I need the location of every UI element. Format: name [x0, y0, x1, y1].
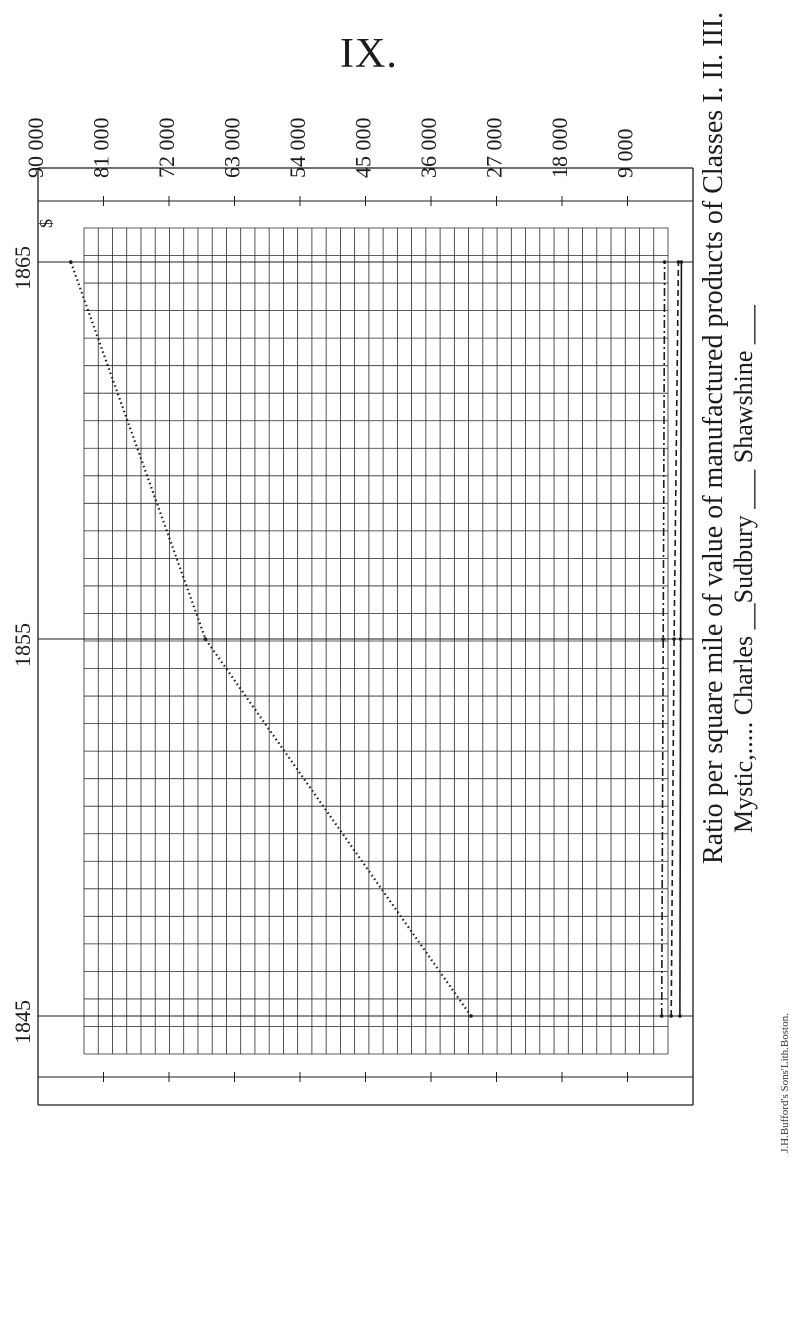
value-tick-label: 90 000 [23, 117, 48, 178]
series-point-mystic [469, 1014, 473, 1018]
value-tick-label: 63 000 [219, 117, 245, 178]
printer-credit: J.H.Bufford's Sons'Lith.Boston. [779, 1013, 791, 1153]
series-point-sudbury [679, 637, 683, 641]
value-tick-label: 27 000 [481, 117, 507, 178]
value-tick-label: 54 000 [285, 117, 310, 178]
plate-number: IX. [340, 31, 398, 77]
chart-title: Ratio per square mile of value of manufactured products of Classes I. II. III. [698, 11, 729, 864]
value-tick-label: 45 000 [350, 117, 376, 178]
currency-symbol: $ [36, 219, 56, 228]
series-point-sudbury [680, 260, 684, 264]
series-point-charles [669, 1014, 673, 1018]
year-tick-label: 1855 [10, 623, 35, 667]
value-tick-label: 72 000 [154, 117, 179, 178]
year-tick-label: 1865 [10, 246, 35, 290]
value-tick-label: 36 000 [416, 117, 441, 178]
series-point-sudbury [678, 1014, 682, 1018]
series-point-shawshine [661, 637, 665, 641]
series-point-mystic [69, 260, 73, 264]
chart-frame [38, 168, 693, 1105]
series-point-mystic [204, 637, 208, 641]
year-tick-label: 1845 [10, 1000, 35, 1044]
chart-legend-line: Mystic,..... Charles __Sudbury ___ Shawshine ___ [729, 305, 758, 833]
chart-grid [38, 228, 693, 1054]
series-point-shawshine [663, 260, 667, 264]
value-tick-label: 9 000 [612, 128, 638, 178]
tick-labels [10, 118, 638, 1045]
series-point-charles [672, 637, 676, 641]
value-tick-label: 18 000 [547, 117, 572, 178]
series-point-shawshine [660, 1014, 664, 1018]
value-tick-label: 81 000 [88, 117, 114, 178]
